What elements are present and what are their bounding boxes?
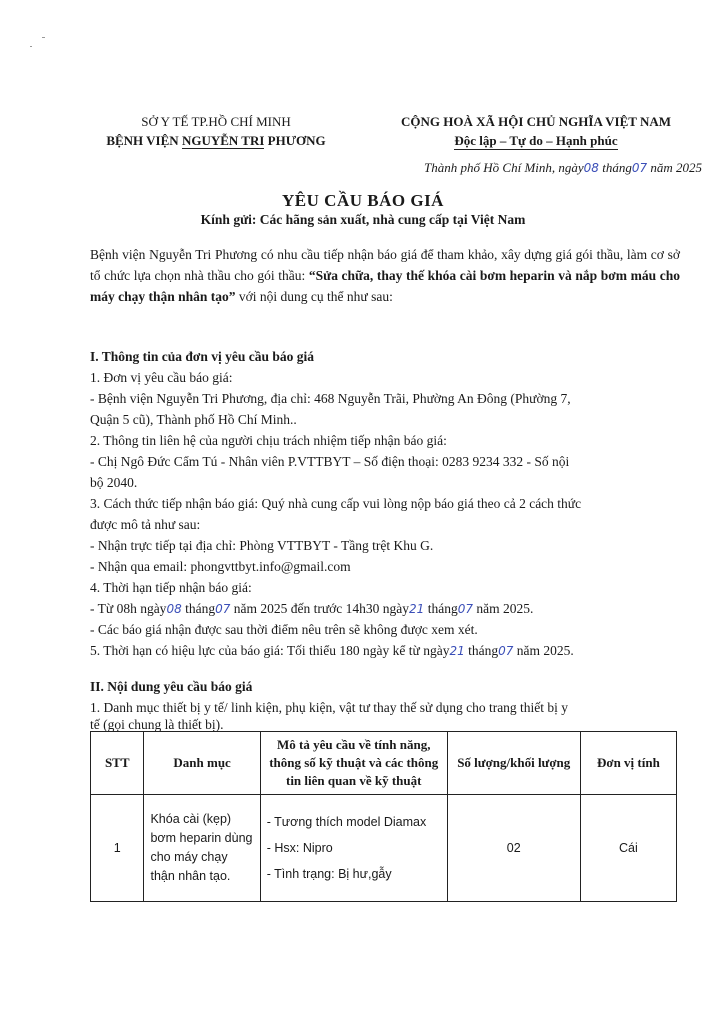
validity-line [90,641,574,661]
date-month-label: tháng [602,160,632,175]
section-1-line: - Các báo giá nhận được sau thời điểm nêu trên sẽ không được xem xét. [90,622,478,637]
table-header-row [91,732,677,795]
spec-condition: - Tình trạng: Bị hư,gẫy [266,867,392,881]
column-header-quantity: Số lượng/khối lượng [447,732,580,795]
section-1-line: - Nhận trực tiếp tại địa chỉ: Phòng VTTBYT - Tầng trệt Khu G. [90,538,434,553]
issuer-hospital-part: PHƯƠNG [264,133,326,148]
column-header-category: Danh mục [144,732,260,795]
handwritten-day: 08 [583,161,599,175]
handwritten-month: 07 [498,644,514,658]
contact-email-line: - Nhận qua email: phongvttbyt.info@gmail.com [90,559,351,574]
section-1-line: bộ 2040. [90,475,138,490]
text-part: 5. Thời hạn có hiệu lực của báo giá: Tối thiểu 180 ngày kể từ ngày [90,643,450,658]
handwritten-month: 07 [631,161,648,175]
text-part: năm 2025. [472,601,534,616]
issuer-department: SỞ Y TẾ TP.HỒ CHÍ MINH [141,114,291,129]
document-title: YÊU CẦU BÁO GIÁ [282,191,444,210]
intro-tail: với nội dung cụ thể như sau: [235,289,393,304]
spec-compatibility: - Tương thích model Diamax [266,815,427,829]
issuer-hospital-part: BỆNH VIỆN [106,133,182,148]
section-1-line: - Bệnh viện Nguyễn Tri Phương, địa chỉ: 468 Nguyễn Trãi, Phường An Đông (Phường 7, [90,391,571,406]
category-text: Khóa cài (kẹp) bơm heparin dùng cho máy chạy thận nhân tạo. [150,812,253,883]
section-1-line: được mô tả như sau: [90,517,201,532]
issuer-hospital-underlined: NGUYỄN TRI [181,133,265,148]
date-year: năm 2025 [650,160,702,175]
intro-paragraph [90,244,680,307]
section-1-line: 4. Thời hạn tiếp nhận báo giá: [90,580,252,595]
text-part: tháng [464,643,499,658]
text-part: năm 2025 đến trước 14h30 ngày [230,601,410,616]
section-2-line: tế (gọi chung là thiết bị). [90,717,224,732]
country-name: CỘNG HOÀ XÃ HỘI CHỦ NGHĨA VIỆT NAM [400,114,672,129]
submission-period-line [90,599,533,619]
national-header [368,112,704,150]
handwritten-day: 21 [449,644,465,658]
handwritten-day: 21 [409,602,425,616]
scan-speck [42,37,45,38]
document-addressee: Kính gửi: Các hãng sản xuất, nhà cung cấp tại Việt Nam [200,212,526,227]
handwritten-day: 08 [166,602,182,616]
issuer-hospital [86,131,346,150]
section-1-line: - Chị Ngô Đức Cẩm Tú - Nhân viên P.VTTBYT – Số điện thoại: 0283 9234 332 - Số nội [90,454,570,469]
date-line [290,160,702,176]
section-1-line: 1. Đơn vị yêu cầu báo giá: [90,370,233,385]
national-motto-text: Độc lập – Tự do – Hạnh phúc [454,133,618,148]
section-2-heading: II. Nội dung yêu cầu báo giá [90,679,253,694]
handwritten-month: 07 [215,602,231,616]
issuer-block [86,112,346,150]
handwritten-month: 07 [457,602,473,616]
cell-unit: Cái [580,795,676,902]
text-part: tháng [424,601,458,616]
text-part: - Từ 08h ngày [90,601,167,616]
package-name: “Sửa chữa, thay thế khóa cài bơm heparin và nắp bơm máu cho máy chạy thận nhân tạo” [90,268,680,304]
section-2-line: 1. Danh mục thiết bị y tế/ linh kiện, phụ kiện, vật tư thay thế sử dụng cho trang thiết bị y [90,700,569,715]
text-part: tháng [181,601,216,616]
column-header-stt: STT [91,732,144,795]
scan-speck [30,46,32,47]
request-table [90,731,677,902]
table-row [91,795,677,902]
cell-quantity: 02 [447,795,580,902]
cell-specification [260,795,447,902]
section-1-line: Quận 5 cũ), Thành phố Hồ Chí Minh.. [90,412,297,427]
cell-stt: 1 [91,795,144,902]
section-1-line: 2. Thông tin liên hệ của người chịu trách nhiệm tiếp nhận báo giá: [90,433,447,448]
national-motto [368,131,704,150]
column-header-specification: Mô tả yêu cầu về tính năng, thông số kỹ thuật và các thông tin liên quan về kỹ thuật [260,732,447,795]
date-prefix: Thành phố Hồ Chí Minh, ngày [424,160,584,175]
spec-manufacturer: - Hsx: Nipro [266,841,333,855]
section-1-line: 3. Cách thức tiếp nhận báo giá: Quý nhà cung cấp vui lòng nộp báo giá theo cả 2 cách thức [90,496,582,511]
intro-text: Bệnh viện Nguyễn Tri Phương có nhu cầu tiếp nhận báo giá để tham khảo, xây dựng giá gói thầu, làm cơ sở tổ chức lựa chọn nhà thầu cho gói thầu: [90,247,680,283]
text-part: năm 2025. [513,643,574,658]
section-1-heading: I. Thông tin của đơn vị yêu cầu báo giá [90,349,315,364]
column-header-unit: Đơn vị tính [580,732,676,795]
cell-category [144,795,260,902]
